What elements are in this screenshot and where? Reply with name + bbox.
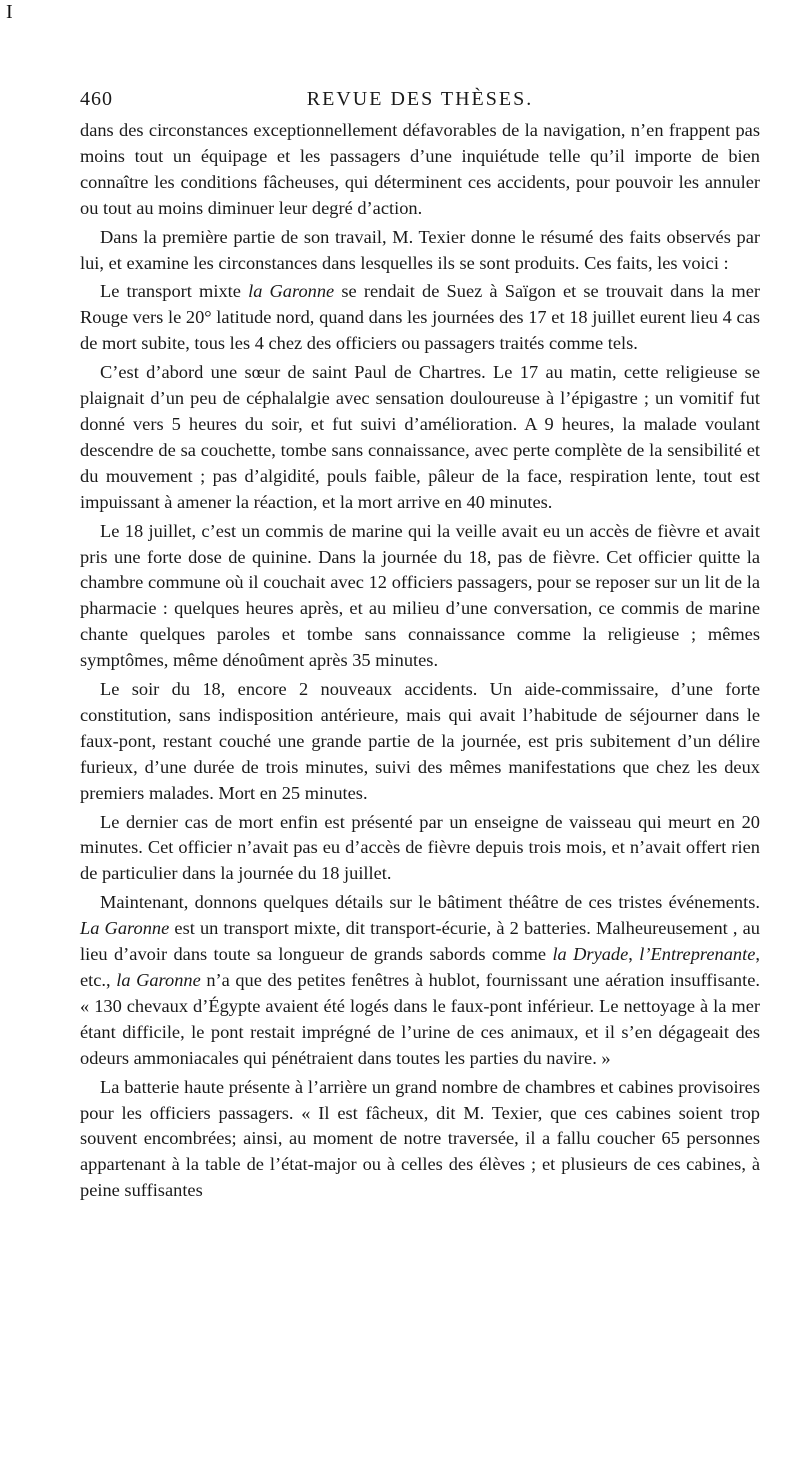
text-run: est un transport mixte, dit transport-écurie, à 2 batteries. Malheureusement , au lieu d’avoir dans toute sa longueur de grands sabords comme	[80, 918, 760, 965]
paragraph	[80, 890, 760, 1071]
text-run: Le 18 juillet, c’est un commis de marine qui la veille avait eu un accès de fièvre et avait pris une forte dose de quinine. Dans la journée du 18, pas de fièvre. Cet officier quitte la chambre commune où il couchait avec 12 officiers passagers, pour se reposer sur un lit de la pharmacie : quelques heures après, et au milieu d’une conversation, ce commis de marine chante quelques paroles et tombe sans connaissance comme la religieuse ; mêmes symptômes, même dénoûment après 35 minutes.	[80, 520, 760, 671]
page-number: 460	[80, 88, 113, 110]
italic-text: La Garonne	[80, 918, 170, 939]
paragraph	[80, 1075, 760, 1205]
paragraph	[80, 118, 760, 222]
paragraph	[80, 225, 760, 277]
paragraph	[80, 279, 760, 357]
italic-text: la Dryade	[552, 944, 629, 965]
paragraph	[80, 519, 760, 674]
text-run: La batterie haute présente à l’arrière un grand nombre de chambres et cabines provisoires pour les officiers passagers. « Il est fâcheux, dit M. Texier, que ces cabines soient trop souvent encombrées; ainsi, au moment de notre traversée, il a fallu coucher 65 personnes appartenant à la table de l’état-major ou à celles des élèves ; et plusieurs de ces cabines, à peine suffisantes	[80, 1076, 760, 1201]
text-run: dans des circonstances exceptionnellement défavorables de la navigation, n’en frappent pas moins tout un équipage et les passagers d’une inquiétude telle qu’il importe de bien connaître les conditions fâcheuses, qui déterminent ces accidents, pour pouvoir les annuler ou tout au moins diminuer leur degré d’action.	[80, 120, 760, 218]
paragraph	[80, 810, 760, 888]
text-run: n’a que des petites fenêtres à hublot, fournissant une aération insuffisante. « 130 chevaux d’Égypte avaient été logés dans le faux-pont inférieur. Le nettoyage à la mer étant difficile, le pont restait imprégné de l’urine de ces animaux, et il s’en dégageait des odeurs ammoniacales qui pénétraient dans toutes les parties du navire. »	[80, 970, 760, 1068]
italic-text: la Garonne	[116, 970, 201, 990]
running-title: REVUE DES THÈSES.	[306, 88, 534, 110]
text-run: Dans la première partie de son travail, M. Texier donne le résumé des faits observés par lui, et examine les circonstances dans lesquelles ils se sont produits. Ces faits, les voici :	[80, 226, 760, 273]
text-run: Le dernier cas de mort enfin est présenté par un enseigne de vaisseau qui meurt en 20 minutes. Cet officier n’avait pas eu d’accès de fièvre depuis trois mois, et n’avait offert rien de particulier dans la journée du 18 juillet.	[80, 811, 760, 884]
text-run: Le transport mixte	[100, 281, 249, 302]
corner-mark: I	[6, 1, 13, 23]
text-run: , etc.,	[80, 944, 760, 990]
text-run: C’est d’abord une sœur de saint Paul de Chartres. Le 17 au matin, cette religieuse se plaignait d’un peu de céphalalgie avec sensation douloureuse à l’épigastre ; un vomitif fut donné vers 5 heures du soir, et fut suivi d’amélioration. A 9 heures, la malade voulant descendre de sa couchette, tombe sans connaissance, avec perte complète de la sensibilité et du mouvement ; pas d’algidité, pouls faible, pâleur de la face, respiration lente, tout est impuissant à amener la réaction, et la mort arrive en 40 minutes.	[80, 362, 760, 512]
paragraph	[80, 360, 760, 515]
paragraph	[80, 677, 760, 807]
italic-text: la Garonne	[248, 281, 335, 302]
text-run: se rendait de Suez à Saïgon et se trouvait dans la mer Rouge vers le 20° latitude nord, quand dans les journées des 17 et 18 juillet eurent lieu 4 cas de mort subite, tous les 4 chez des officiers ou passagers traités comme tels.	[80, 281, 760, 354]
text-run: Maintenant, donnons quelques détails sur le bâtiment théâtre de ces tristes événements.	[100, 892, 760, 913]
italic-text: l’Entreprenante	[639, 944, 756, 965]
text-run: Le soir du 18, encore 2 nouveaux accidents. Un aide-commissaire, d’une forte constitution, sans indisposition antérieure, mais qui avait l’habitude de séjourner dans le faux-pont, restant couché une grande partie de la journée, est pris subitement d’un délire furieux, d’une durée de trois minutes, suivi des mêmes manifestations que chez les deux premiers malades. Mort en 25 minutes.	[80, 679, 760, 803]
body-text	[80, 118, 760, 1204]
text-run: ,	[628, 944, 640, 965]
running-header	[80, 88, 760, 118]
